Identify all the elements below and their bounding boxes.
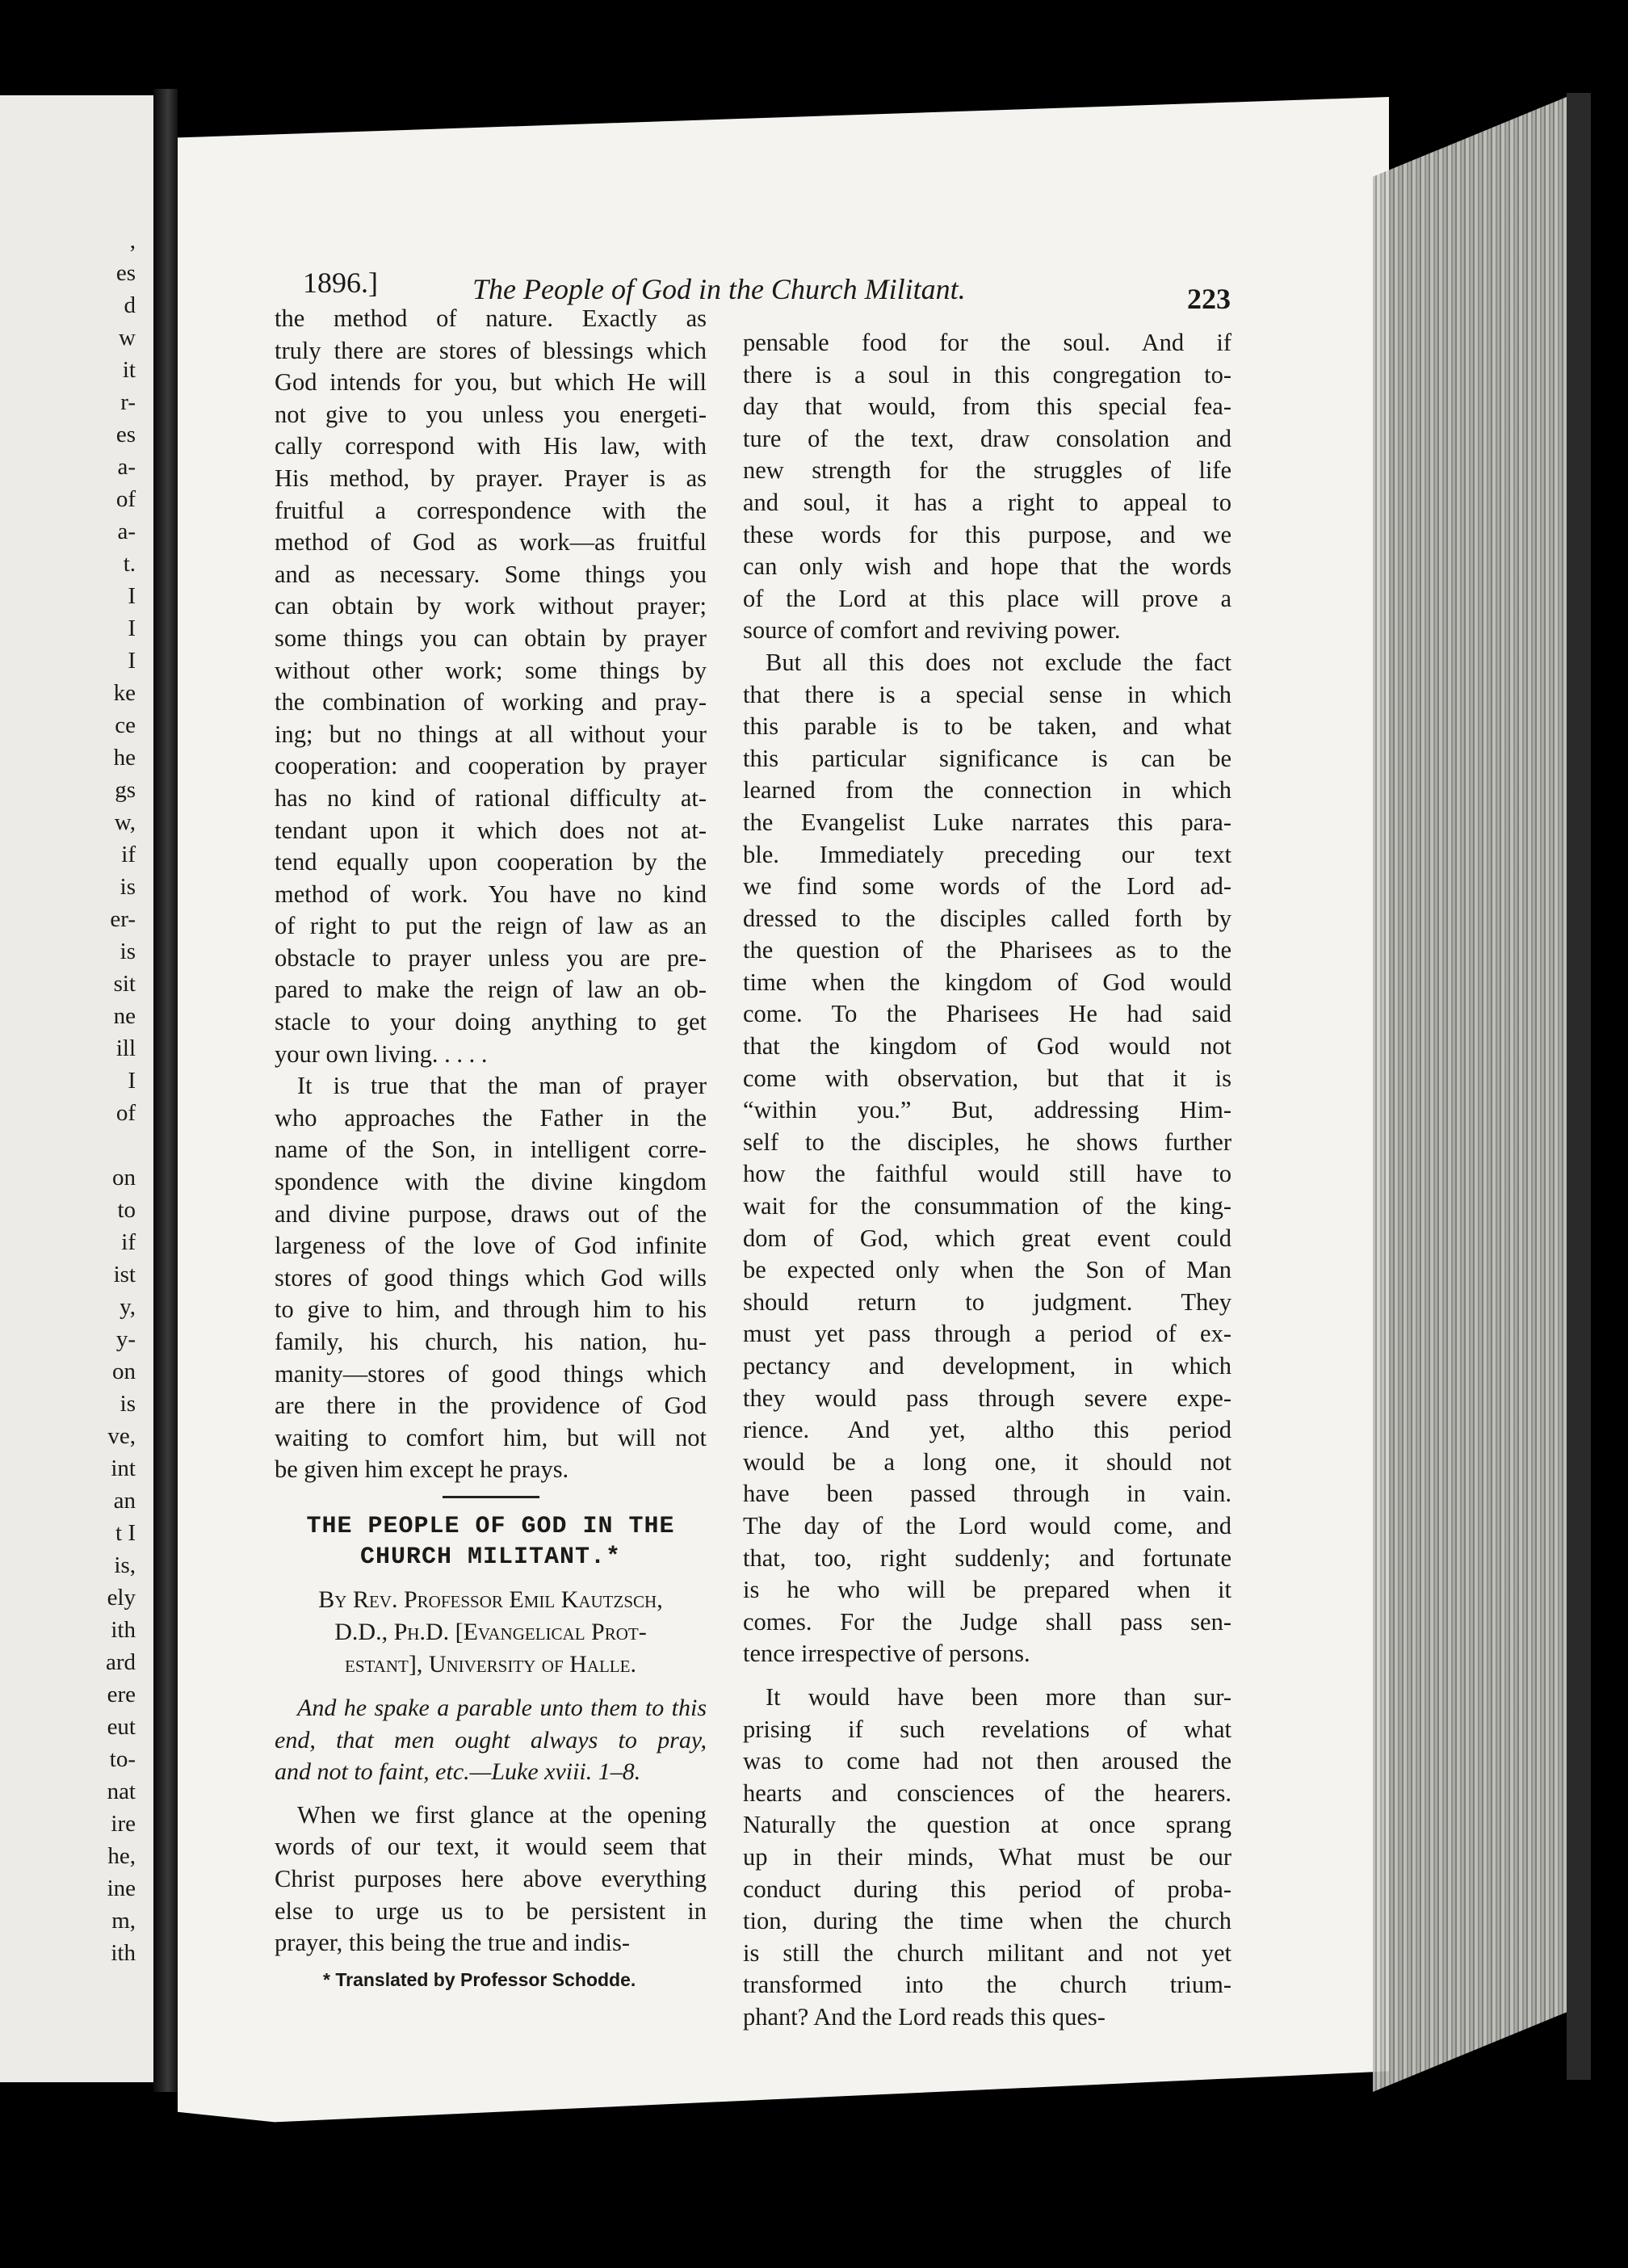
text-line: manity—stores of good things which — [275, 1359, 707, 1388]
text-line: learned from the connection in which — [743, 776, 1231, 804]
text-line: When we first glance at the opening — [297, 1800, 707, 1829]
facing-page-fragment: ith — [111, 1617, 136, 1643]
text-line: The day of the Lord would come, and — [743, 1511, 1231, 1539]
facing-page-fragment: an — [113, 1488, 136, 1514]
text-line: have been passed through in vain. — [743, 1480, 1231, 1508]
facing-page-fragment: to- — [109, 1746, 136, 1772]
facing-page-fragment: r- — [120, 389, 136, 415]
text-line: Christ purposes here above everything — [275, 1864, 707, 1892]
facing-page-fragment: he, — [107, 1843, 136, 1869]
text-line: waiting to comfort him, but will not — [275, 1423, 707, 1451]
text-line: ture of the text, draw consolation and — [743, 424, 1231, 452]
text-line: family, his church, his nation, hu- — [275, 1328, 707, 1355]
facing-page-fragment: d — [124, 292, 136, 318]
facing-page-fragment: t. — [123, 551, 136, 577]
facing-page-fragment: if — [121, 842, 136, 867]
article-title — [275, 1511, 707, 1573]
text-line: conduct during this period of proba- — [743, 1875, 1231, 1903]
facing-page-fragment: ard — [105, 1649, 136, 1675]
facing-page-fragment: ill — [115, 1035, 136, 1061]
facing-page-fragment: ist — [113, 1262, 136, 1287]
facing-page-fragment: on — [112, 1359, 136, 1384]
text-line: It would have been more than sur- — [766, 1682, 1231, 1711]
text-line: come. To the Pharisees He had said — [743, 1000, 1231, 1028]
facing-page-fragment: ine — [107, 1875, 136, 1901]
text-line: pectancy and development, in which — [743, 1352, 1231, 1380]
facing-page-fragment: is — [120, 1391, 136, 1417]
text-line: has no kind of rational difficulty at- — [275, 783, 707, 812]
facing-page-fragment: m, — [111, 1908, 136, 1934]
page-number: 223 — [1187, 283, 1231, 315]
text-line: It is true that the man of prayer — [297, 1072, 707, 1100]
facing-page-fragment: ith — [111, 1940, 136, 1966]
text-line: And he spake a parable unto them to this — [297, 1694, 707, 1721]
paragraph — [743, 1682, 1231, 2034]
text-line: method of God as work—as fruitful — [275, 528, 707, 556]
text-line: stores of good things which God wills — [275, 1263, 707, 1292]
facing-page-fragment: int — [111, 1455, 136, 1481]
text-line: up in their minds, What must be our — [743, 1842, 1231, 1871]
text-line: and divine purpose, draws out of the — [275, 1199, 707, 1228]
facing-page-fragment: is — [120, 874, 136, 900]
facing-page-fragment: of — [115, 1100, 136, 1126]
text-line: can obtain by work without prayer; — [275, 592, 707, 620]
text-line: come with observation, but that it is — [743, 1064, 1231, 1092]
paragraph — [743, 327, 1231, 647]
text-line: day that would, from this special fea- — [743, 393, 1231, 421]
text-line: is he who will be prepared when it — [743, 1576, 1231, 1604]
page-edges — [1373, 97, 1567, 2092]
facing-page-fragment: y- — [115, 1326, 136, 1352]
text-line: rience. And yet, altho this period — [743, 1416, 1231, 1444]
text-line: would be a long one, it should not — [743, 1447, 1231, 1476]
facing-page-fragment: ke — [113, 680, 136, 706]
facing-page-fragment: es — [115, 422, 136, 447]
text-line: they would pass through severe expe- — [743, 1384, 1231, 1412]
text-line: of the Lord at this place will prove a — [743, 584, 1231, 612]
text-line: was to come had not then aroused the — [743, 1747, 1231, 1775]
facing-page-fragment: is, — [114, 1552, 136, 1578]
text-line: transformed into the church trium- — [743, 1971, 1231, 1999]
text-line: we find some words of the Lord ad- — [743, 872, 1231, 901]
text-line: cally correspond with His law, with — [275, 432, 707, 460]
book-gutter — [153, 89, 178, 2092]
text-line: the combination of working and pray- — [275, 688, 707, 716]
text-line: ble. Immediately preceding our text — [743, 840, 1231, 868]
text-line: be expected only when the Son of Man — [743, 1256, 1231, 1284]
text-line: this particular significance is can be — [743, 744, 1231, 772]
facing-page-fragment: he — [113, 745, 136, 771]
book-cover-edge — [1567, 93, 1591, 2080]
text-line: truly there are stores of blessings which — [275, 336, 707, 364]
right-column — [743, 327, 1231, 2033]
facing-page-fragment: a- — [117, 454, 136, 480]
text-line: time when the kingdom of God would — [743, 968, 1231, 996]
text-line: spondence with the divine kingdom — [275, 1168, 707, 1196]
text-line: pensable food for the soul. And if — [743, 329, 1231, 356]
byline-line: estant], University of Halle. — [345, 1650, 636, 1678]
text-line: that, too, right suddenly; and fortunate — [743, 1544, 1231, 1572]
facing-page-fragment: w — [119, 325, 136, 351]
facing-page — [0, 95, 158, 2082]
facing-page-fragment: I — [128, 583, 136, 609]
paragraph — [275, 1800, 707, 1959]
text-line: fruitful a correspondence with the — [275, 496, 707, 524]
text-line: to give to him, and through him to his — [275, 1296, 707, 1324]
text-line: largeness of the love of God infinite — [275, 1232, 707, 1260]
paragraph — [743, 647, 1231, 1670]
text-line: obstacle to prayer unless you are pre- — [275, 943, 707, 972]
facing-page-fragment: ire — [111, 1811, 136, 1837]
text-line: should return to judgment. They — [743, 1287, 1231, 1316]
text-line: how the faithful would still have to — [743, 1160, 1231, 1188]
facing-page-fragment: , — [129, 228, 136, 254]
facing-page-fragment: nat — [107, 1779, 136, 1804]
text-line: “within you.” But, addressing Him- — [743, 1096, 1231, 1124]
byline-line: D.D., Ph.D. [Evangelical Prot- — [334, 1618, 647, 1645]
text-line: not give to you unless you energeti- — [275, 400, 707, 428]
text-line: can only wish and hope that the words — [743, 552, 1231, 581]
text-line: prising if such revelations of what — [743, 1715, 1231, 1743]
text-line: tence irrespective of persons. — [743, 1640, 1030, 1668]
article-title-line: THE PEOPLE OF GOD IN THE — [306, 1512, 675, 1540]
facing-page-fragment: ely — [107, 1585, 136, 1611]
text-line: His method, by prayer. Prayer is as — [275, 464, 707, 492]
facing-page-fragment: is — [120, 939, 136, 964]
byline — [275, 1584, 707, 1681]
text-line: method of work. You have no kind — [275, 880, 707, 908]
text-line: and as necessary. Some things you — [275, 560, 707, 588]
text-line: self to the disciples, he shows further — [743, 1128, 1231, 1156]
facing-page-fragment: ne — [113, 1003, 136, 1029]
text-line: is still the church militant and not yet — [743, 1938, 1231, 1967]
text-line: some things you can obtain by prayer — [275, 624, 707, 652]
text-line: be given him except he prays. — [275, 1455, 569, 1484]
text-line: the Evangelist Luke narrates this para- — [743, 808, 1231, 836]
facing-page-fragment: sit — [113, 971, 136, 997]
section-rule — [443, 1496, 539, 1498]
text-line: else to urge us to be persistent in — [275, 1896, 707, 1925]
text-line: tion, during the time when the church — [743, 1907, 1231, 1935]
byline-line: By Rev. Professor Emil Kautzsch, — [318, 1586, 663, 1613]
facing-page-fragment: I — [128, 615, 136, 641]
left-column — [275, 303, 707, 1996]
running-header — [303, 242, 1264, 315]
text-line: source of comfort and reviving power. — [743, 616, 1121, 645]
facing-page-fragment: if — [121, 1229, 136, 1255]
text-line: wait for the consummation of the king- — [743, 1192, 1231, 1220]
facing-page-fragment: es — [115, 260, 136, 286]
text-line: that the kingdom of God would not — [743, 1032, 1231, 1060]
text-line: stacle to your doing anything to get — [275, 1008, 707, 1036]
text-line: who approaches the Father in the — [275, 1103, 707, 1132]
text-line: cooperation: and cooperation by prayer — [275, 752, 707, 780]
text-line: are there in the providence of God — [275, 1392, 707, 1420]
text-line: comes. For the Judge shall pass sen- — [743, 1607, 1231, 1636]
text-line: dom of God, which great event could — [743, 1224, 1231, 1252]
facing-page-fragment: a- — [117, 519, 136, 544]
facing-page-fragment: gs — [115, 777, 136, 803]
facing-page-fragment: ve, — [107, 1423, 136, 1449]
text-line: and soul, it has a right to appeal to — [743, 488, 1231, 516]
text-line: But all this does not exclude the fact — [766, 648, 1231, 676]
text-line: new strength for the struggles of life — [743, 456, 1231, 485]
facing-page-fragment: I — [128, 1068, 136, 1094]
facing-page-fragment: I — [128, 648, 136, 674]
epigraph — [275, 1692, 707, 1788]
header-year: 1896.] — [303, 267, 378, 299]
text-line: there is a soul in this congregation to- — [743, 360, 1231, 388]
text-line: must yet pass through a period of ex- — [743, 1320, 1231, 1348]
text-line: tendant upon it which does not at- — [275, 816, 707, 844]
facing-page-fragment: ere — [107, 1682, 136, 1707]
text-line: ing; but no things at all without your — [275, 720, 707, 748]
text-line: prayer, this being the true and indis- — [275, 1929, 631, 1957]
facing-page-fragment: of — [115, 486, 136, 512]
text-line: the method of nature. Exactly as — [275, 304, 707, 332]
paragraph — [275, 303, 707, 1070]
text-line: phant? And the Lord reads this ques- — [743, 2002, 1106, 2031]
text-line: words of our text, it would seem that — [275, 1833, 707, 1861]
facing-page-fragment: on — [112, 1165, 136, 1191]
text-line: God intends for you, but which He will — [275, 368, 707, 397]
article-title-line: CHURCH MILITANT.* — [359, 1543, 622, 1571]
text-line: your own living. . . . . — [275, 1040, 488, 1068]
text-line: the question of the Pharisees as to the — [743, 936, 1231, 964]
facing-page-fragment: t I — [115, 1520, 136, 1546]
text-line: without other work; some things by — [275, 656, 707, 684]
facing-page-fragment: y, — [120, 1294, 136, 1320]
header-title: The People of God in the Church Militant. — [472, 273, 966, 305]
text-line: end, that men ought always to pray, — [275, 1726, 707, 1754]
facing-page-fragment: er- — [110, 906, 136, 932]
text-line: name of the Son, in intelligent corre- — [275, 1136, 707, 1164]
text-line: of right to put the reign of law as an — [275, 912, 707, 940]
text-line: and not to faint, etc.—Luke xviii. 1–8. — [275, 1758, 641, 1786]
text-line: these words for this purpose, and we — [743, 520, 1231, 548]
facing-page-fragment: w, — [114, 809, 136, 835]
text-line: Naturally the question at once sprang — [743, 1811, 1231, 1839]
facing-page-fragment: ce — [115, 712, 136, 738]
facing-page-fragment: eut — [107, 1714, 136, 1740]
footnote: * Translated by Professor Schodde. — [323, 1968, 636, 1990]
facing-page-fragment: to — [117, 1197, 136, 1223]
text-line: this parable is to be taken, and what — [743, 712, 1231, 741]
text-line: pared to make the reign of law an ob- — [275, 976, 707, 1004]
text-line: dressed to the disciples called forth by — [743, 904, 1231, 932]
text-line: hearts and consciences of the hearers. — [743, 1779, 1231, 1807]
text-line: that there is a special sense in which — [743, 680, 1231, 708]
facing-page-fragment: it — [122, 357, 136, 383]
text-line: tend equally upon cooperation by the — [275, 848, 707, 876]
paragraph — [275, 1070, 707, 1486]
